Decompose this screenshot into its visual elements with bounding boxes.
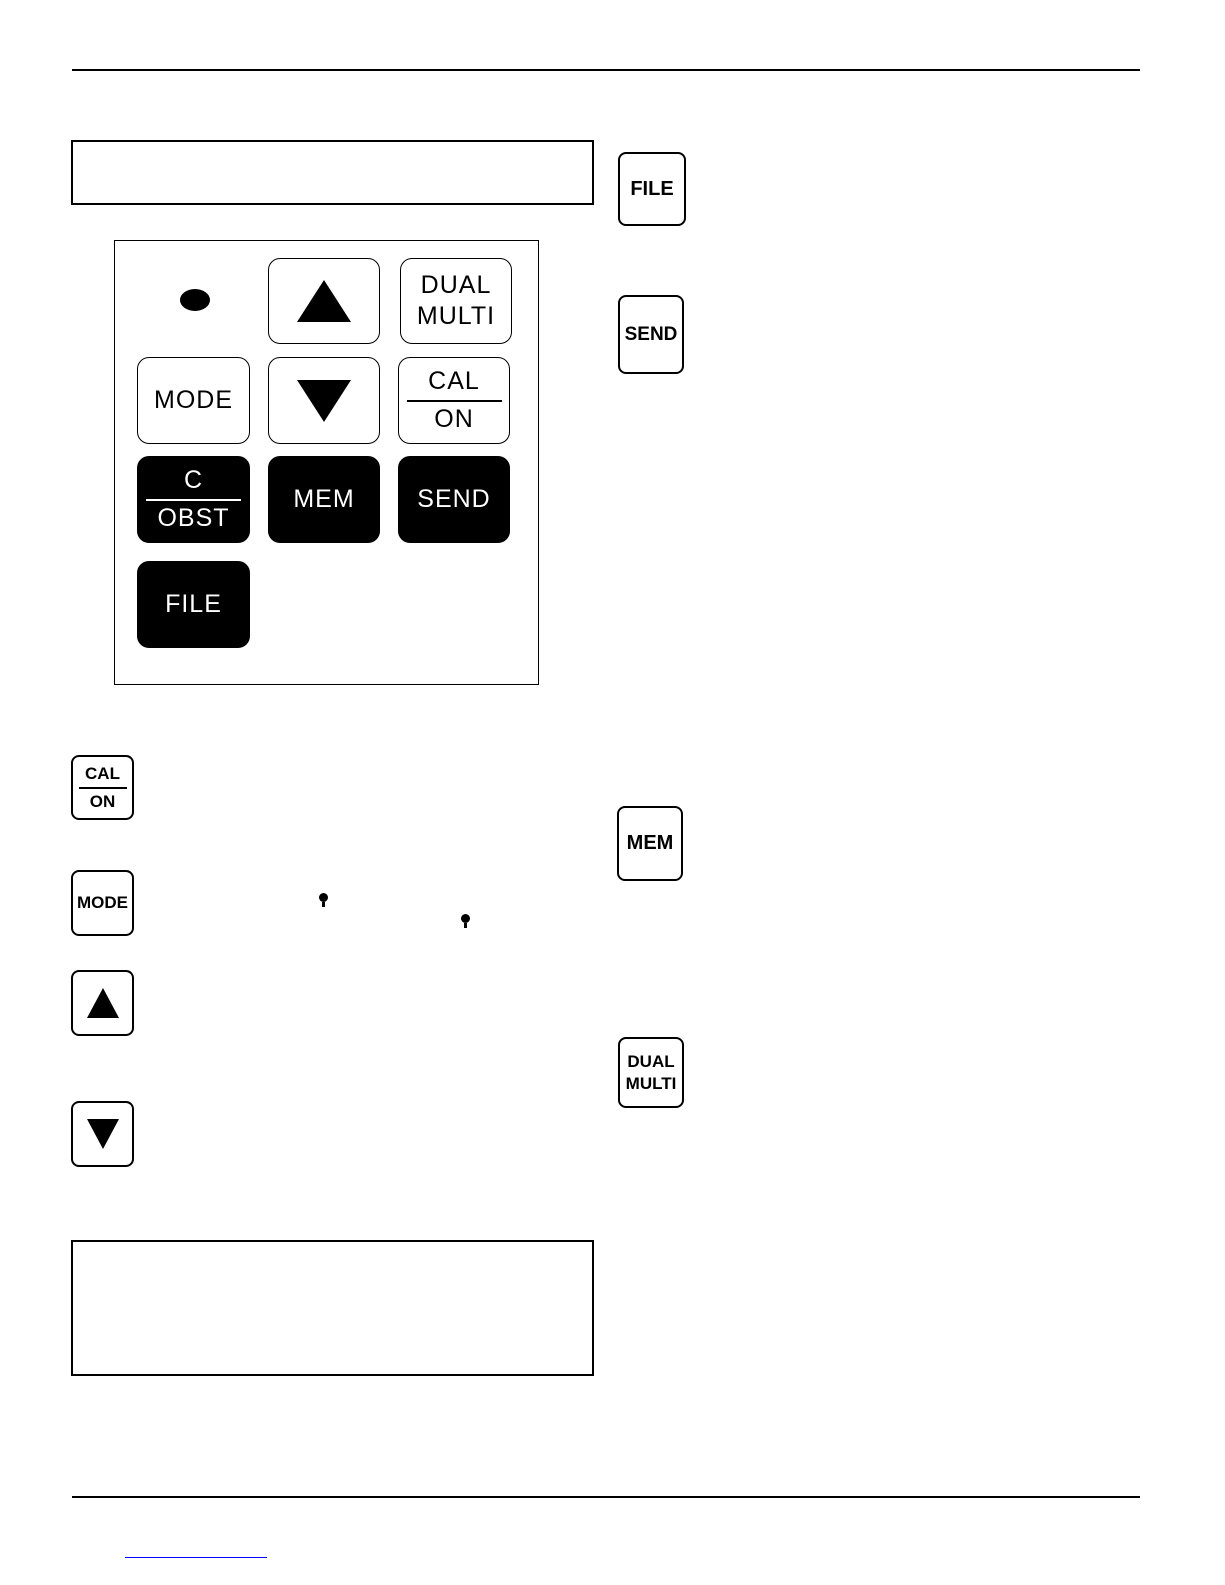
panel-mode-label: MODE [154, 385, 233, 414]
legend-file-label: FILE [630, 177, 674, 200]
legend-mem-label: MEM [626, 832, 674, 854]
note-box [71, 1240, 594, 1376]
legend-send-label: SEND [624, 323, 678, 345]
panel-c-label: C [183, 466, 204, 495]
keypad-panel [114, 240, 539, 685]
panel-down-key[interactable] [268, 357, 380, 444]
panel-obst-label: OBST [157, 503, 230, 532]
legend-send-key[interactable] [618, 295, 684, 374]
panel-mem-label: MEM [293, 484, 355, 513]
panel-on-label: ON [434, 404, 474, 433]
footer-link-underline[interactable] [125, 1557, 267, 1558]
legend-mem-key[interactable] [617, 806, 683, 881]
triangle-up-icon [87, 988, 119, 1018]
panel-c-divider [146, 499, 241, 501]
legend-dual-label: DUAL [627, 1052, 675, 1072]
title-box [71, 140, 594, 205]
legend-cal-on-key[interactable] [71, 755, 134, 820]
legend-multi-label: MULTI [625, 1073, 677, 1093]
panel-dual-label: DUAL [420, 270, 492, 299]
panel-multi-label: MULTI [416, 302, 496, 330]
legend-cal-divider [79, 787, 127, 789]
panel-dual-multi-key[interactable] [400, 258, 512, 344]
panel-cal-on-key[interactable] [398, 357, 510, 444]
legend-dual-multi-key[interactable] [618, 1037, 684, 1108]
panel-mode-key[interactable] [137, 357, 250, 444]
legend-mode-key[interactable] [71, 870, 134, 936]
panel-c-obst-key[interactable] [137, 456, 250, 543]
panel-cal-divider [407, 400, 502, 402]
header-rule [72, 69, 1140, 71]
panel-mem-key[interactable] [268, 456, 380, 543]
panel-cal-label: CAL [428, 367, 480, 396]
legend-up-key[interactable] [71, 970, 134, 1036]
panel-send-label: SEND [417, 484, 491, 513]
legend-cal-label: CAL [85, 764, 120, 784]
panel-file-label: FILE [165, 589, 222, 618]
led-bullet-icon [318, 893, 328, 907]
footer-rule [72, 1496, 1140, 1498]
legend-down-key[interactable] [71, 1101, 134, 1167]
led-bullet-icon [460, 914, 470, 928]
triangle-down-icon [297, 380, 351, 422]
panel-send-key[interactable] [398, 456, 510, 543]
triangle-up-icon [297, 280, 351, 322]
status-led [180, 289, 210, 311]
legend-file-key[interactable] [618, 152, 686, 226]
triangle-down-icon [87, 1119, 119, 1149]
panel-up-key[interactable] [268, 258, 380, 344]
panel-file-key[interactable] [137, 561, 250, 648]
legend-on-label: ON [89, 791, 116, 811]
legend-mode-label: MODE [77, 893, 128, 913]
